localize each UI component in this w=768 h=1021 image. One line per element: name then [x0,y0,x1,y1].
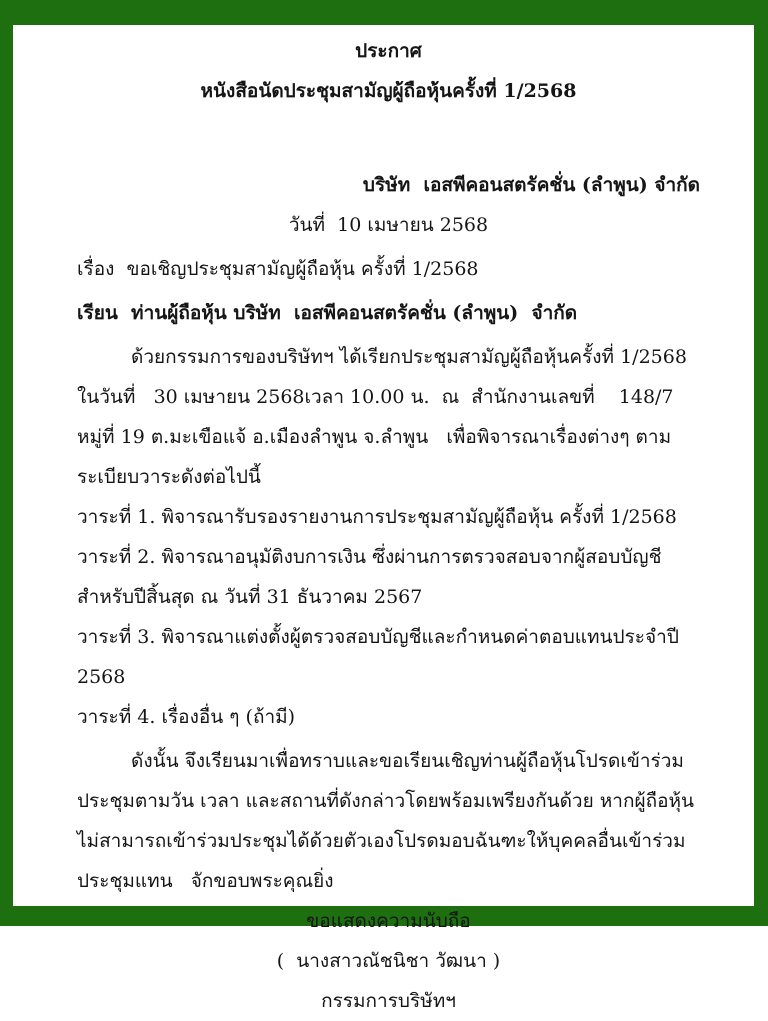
page-content [13,25,754,1012]
agenda-item-2: วาระที่ 2. พิจารณาอนุมัติงบการเงิน ซึ่งผ่านการตรวจสอบจากผู้สอบบัญชีสำหรับปีสิ้นสุด ณ วันที่ 31 ธันวาคม 2567 [77,546,662,608]
agenda-item-1: วาระที่ 1. พิจารณารับรองรายงานการประชุมสามัญผู้ถือหุ้น ครั้งที่ 1/2568 [77,506,677,528]
company-name: บริษัท เอสพีคอนสตรัคชั่น (ลำพูน) จำกัด [362,174,700,196]
closing-salutation: ขอแสดงความนับถือ [306,910,471,932]
intro-paragraph: ด้วยกรรมการของบริษัทฯ ได้เรียกประชุมสามัญผู้ถือหุ้นครั้งที่ 1/2568 ในวันที่ 30 เมษายน 2568เวลา 10.00 น. ณ สำนักงานเลขที่ 148/7 หมู่ที่ 19 ต.มะเขือแจ้ อ.เมืองลำพูน จ.ลำพูน เพื่อพิจารณาเรื่องต่างๆ ตามระเบียบวาระดังต่อไปนี้ [77,346,693,488]
signatory-title: กรรมการบริษัทฯ [321,990,456,1012]
agenda-item-3: วาระที่ 3. พิจารณาแต่งตั้งผู้ตรวจสอบบัญชีและกำหนดค่าตอบแทนประจำปี 2568 [77,626,685,688]
document-date: วันที่ 10 เมษายน 2568 [288,214,489,236]
document-title: ประกาศ [355,40,422,62]
subject-line: เรื่อง ขอเชิญประชุมสามัญผู้ถือหุ้น ครั้งที่ 1/2568 [77,258,479,280]
agenda-item-4: วาระที่ 4. เรื่องอื่น ๆ (ถ้ามี) [77,706,296,728]
closing-paragraph: ดังนั้น จึงเรียนมาเพื่อทราบและขอเรียนเชิญท่านผู้ถือหุ้นโปรดเข้าร่วมประชุมตามวัน เวลา และสถานที่ดังกล่าวโดยพร้อมเพรียงกันด้วย หากผู้ถือหุ้นไม่สามารถเข้าร่วมประชุมได้ด้วยตัวเองโปรดมอบฉันฑะให้บุคคลอื่นเข้าร่วมประชุมแทน จักขอบพระคุณยิ่ง [77,750,695,892]
signatory-name: ( นางสาวณัชนิชา วัฒนา ) [276,950,501,972]
recipient-line: เรียน ท่านผู้ถือหุ้น บริษัท เอสพีคอนสตรัคชั่น (ลำพูน) จำกัด [77,302,578,324]
document-subtitle: หนังสือนัดประชุมสามัญผู้ถือหุ้นครั้งที่ 1/2568 [200,80,577,102]
